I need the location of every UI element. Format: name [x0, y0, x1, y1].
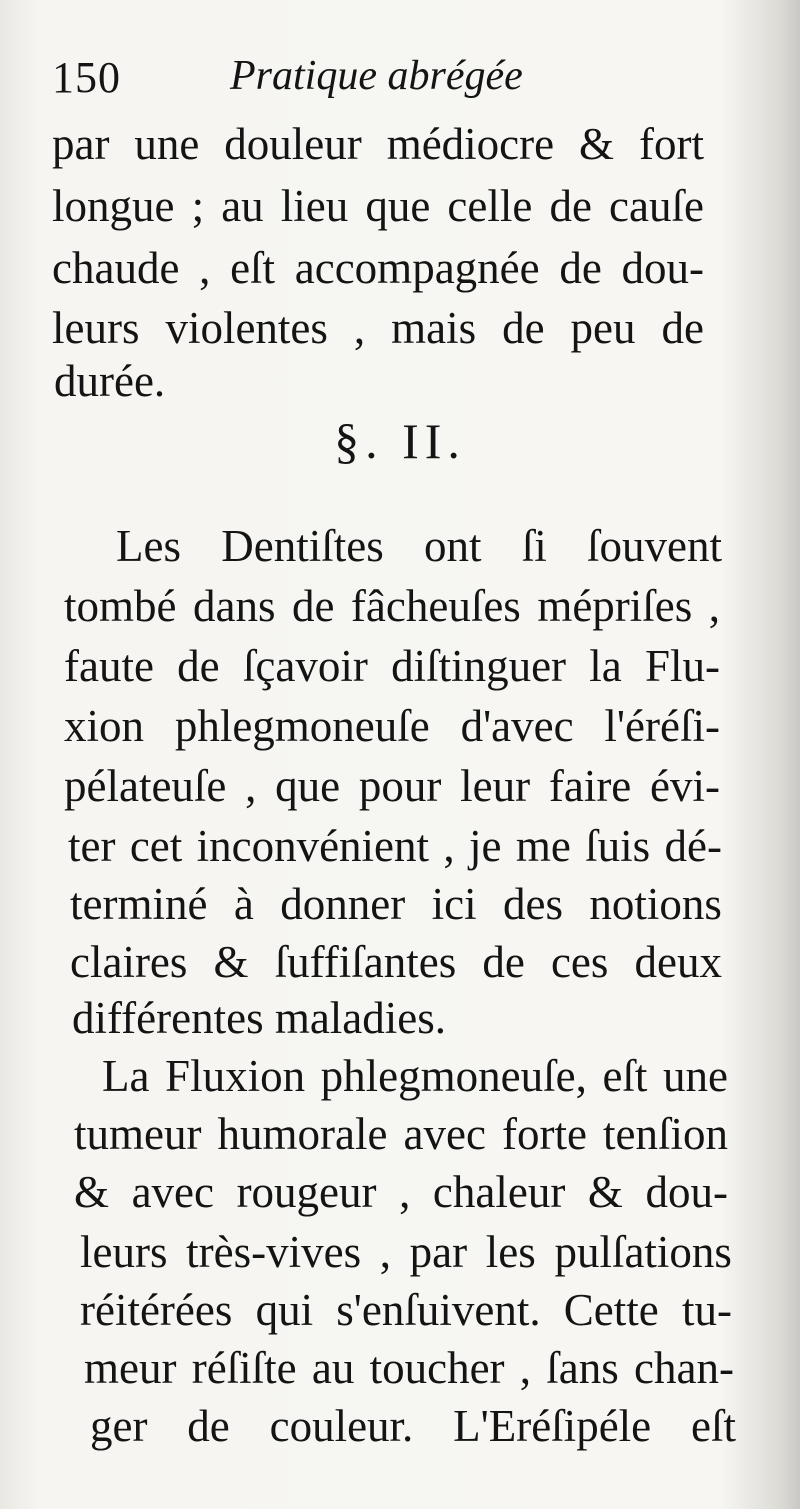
text-line: par une douleur médiocre & fort [52, 119, 704, 169]
text-line: terminé à donner ici des notions [70, 879, 722, 929]
text-line: leurs très-vives , par les pulſations [80, 1227, 732, 1277]
text-line: longue ; au lieu que celle de cauſe [52, 181, 704, 231]
text-line: claires & ſuffiſantes de ces deux [70, 937, 722, 987]
running-title: Pratique abrégée [230, 53, 523, 99]
text-line: ger de couleur. L'Eréſipéle eſt [90, 1401, 736, 1451]
text-line: xion phlegmoneuſe d'avec l'éréſi- [64, 701, 720, 751]
text-line: ter cet inconvénient , je me ſuis dé- [68, 821, 722, 871]
text-line: tumeur humorale avec forte tenſion [74, 1109, 728, 1159]
text-line: leurs violentes , mais de peu de [52, 303, 704, 353]
page-header [52, 52, 752, 112]
text-line: Les Dentiſtes ont ſi ſouvent [116, 521, 722, 571]
text-line: faute de ſçavoir diſtinguer la Flu- [64, 641, 720, 691]
text-line: chaude , eſt accompagnée de dou- [52, 243, 704, 293]
text-line: réitérées qui s'enſuivent. Cette tu- [80, 1285, 732, 1335]
section-heading: §. II. [334, 413, 466, 469]
text-line: durée. [54, 356, 166, 406]
page-number: 150 [52, 53, 121, 102]
text-line: pélateuſe , que pour leur faire évi- [64, 761, 720, 811]
text-line: tombé dans de fâcheuſes mépriſes , [64, 581, 720, 631]
text-line: & avec rougeur , chaleur & dou- [74, 1167, 728, 1217]
text-line: meur réſiſte au toucher , ſans chan- [84, 1343, 734, 1393]
text-line: La Fluxion phlegmoneuſe, eſt une [102, 1051, 728, 1101]
text-line: différentes maladies. [72, 993, 447, 1043]
